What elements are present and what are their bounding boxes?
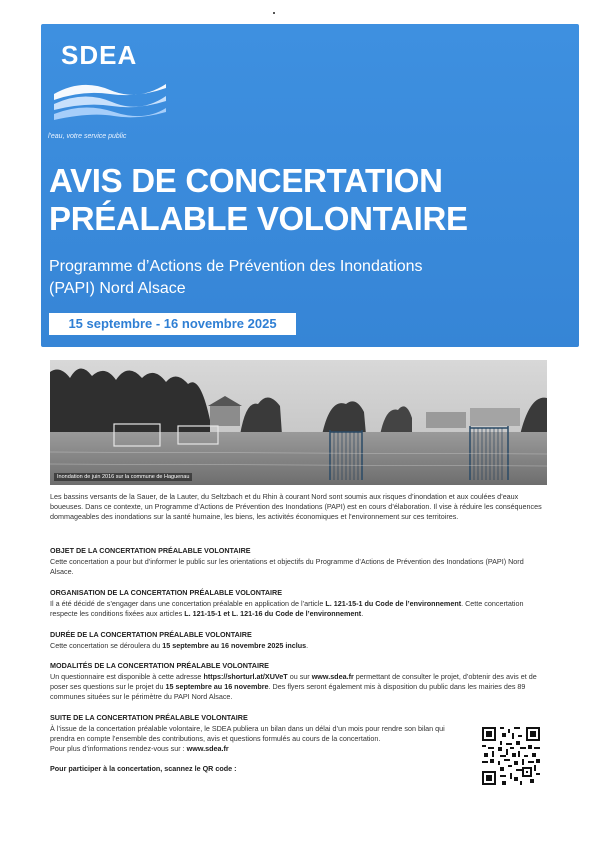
tagline: l'eau, votre service public: [48, 133, 127, 140]
date-range: 15 septembre au 16 novembre: [165, 682, 269, 691]
website-link[interactable]: www.sdea.fr: [186, 744, 229, 753]
qr-call-to-action: Pour participer à la concertation, scannez le QR code :: [50, 764, 237, 773]
sdea-logo: [54, 34, 164, 129]
more-info: [50, 744, 470, 754]
section-text: À l’issue de la concertation préalable volontaire, le SDEA publiera un bilan dans un délai d’un mois pour rendre son bilan qui prendra en compte l’ensemble des contributions, avis et questions formulés au cours de la concertation.: [50, 724, 445, 743]
date-range: 15 septembre au 16 novembre 2025 inclus: [162, 641, 307, 650]
section-text: [50, 599, 548, 619]
section-modalites: [50, 661, 548, 702]
text-part: . Des flyers seront également mis à disposition du public dans les mairies des 89 communes situées sur le périmètre du PAPI Nord Alsace.: [50, 682, 526, 701]
page-subtitle: [49, 256, 423, 300]
section-heading: OBJET DE LA CONCERTATION PRÉALABLE VOLONTAIRE: [50, 546, 251, 555]
section-heading: ORGANISATION DE LA CONCERTATION PRÉALABLE VOLONTAIRE: [50, 588, 282, 597]
section-text: [50, 672, 548, 702]
section-heading: DURÉE DE LA CONCERTATION PRÉALABLE VOLONTAIRE: [50, 630, 252, 639]
subtitle-line-1: Programme d’Actions de Prévention des Inondations: [49, 258, 423, 275]
section-organisation: [50, 588, 548, 619]
water-wave-icon: [54, 74, 166, 126]
website-link[interactable]: www.sdea.fr: [311, 672, 354, 681]
text-part: .: [361, 609, 364, 618]
section-heading: SUITE DE LA CONCERTATION PRÉALABLE VOLONTAIRE: [50, 713, 248, 722]
intro-paragraph: [50, 492, 548, 522]
subtitle-line-2: (PAPI) Nord Alsace: [49, 280, 186, 297]
text-part: .: [306, 641, 309, 650]
logo-text: SDEA: [61, 40, 138, 70]
text-part: ou sur: [287, 672, 312, 681]
print-mark: [273, 12, 275, 14]
section-text: [50, 641, 548, 651]
text-part: Pour plus d’informations rendez-vous sur :: [50, 744, 187, 753]
section-objet: [50, 546, 548, 577]
legal-reference: L. 121-15-1 du Code de l’environnement: [325, 599, 462, 608]
legal-reference: L. 121-15-1 et L. 121-16 du Code de l’environnement: [184, 609, 362, 618]
text-part: Un questionnaire est disponible à cette adresse: [50, 672, 204, 681]
text-part: permettant de consulter le projet, d’obtenir des avis et de poser ses questions sur le projet du: [50, 672, 537, 691]
questionnaire-link[interactable]: https://shorturl.at/XUVeT: [203, 672, 288, 681]
flood-scene-image: [50, 360, 547, 485]
title-line-1: AVIS DE CONCERTATION: [49, 162, 443, 199]
text-part: Cette concertation se déroulera du: [50, 641, 163, 650]
section-duree: [50, 630, 548, 651]
section-suite: [50, 713, 470, 754]
header-banner: [41, 24, 579, 347]
photo-caption: Inondation de juin 2016 sur la commune de Haguenau: [54, 473, 192, 481]
section-text: Cette concertation a pour but d’informer le public sur les orientations et objectifs du Programme d’Actions de Prévention des Inondations (PAPI) Nord Alsace.: [50, 557, 524, 576]
page-title: [49, 162, 468, 238]
qr-code-icon[interactable]: [482, 727, 540, 785]
title-line-2: PRÉALABLE VOLONTAIRE: [49, 200, 468, 237]
text-part: Il a été décidé de s’engager dans une concertation préalable en application de l’article: [50, 599, 326, 608]
section-heading: MODALITÉS DE LA CONCERTATION PRÉALABLE VOLONTAIRE: [50, 661, 269, 670]
date-range-badge: 15 septembre - 16 novembre 2025: [49, 313, 296, 335]
flood-photo: [50, 360, 547, 485]
text-part: . Cette concertation respecte les conditions fixées aux articles: [50, 599, 524, 618]
intro-text: Les bassins versants de la Sauer, de la Lauter, du Seltzbach et du Rhin à courant Nord sont soumis aux risques d’inondation et aux coulées d’eaux boueuses. Dans ce contexte, un Programme d’Actions de Prévention des Inondations (PAPI) est en cours d’élaboration. Il vise à réduire les conséquences dommageables des inondations sur la santé humaine, les biens, les activités économiques et l’environnement sur ces territoires.: [50, 492, 542, 521]
